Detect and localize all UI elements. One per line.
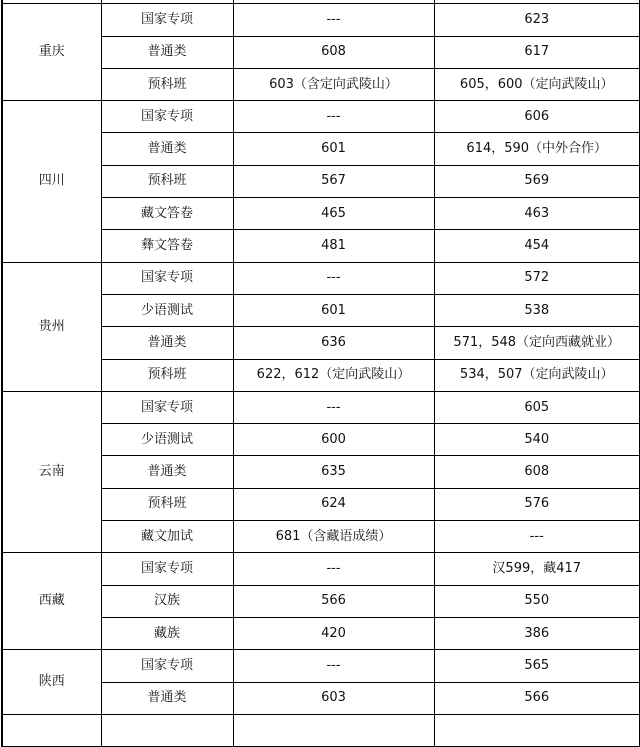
table-row [2,553,640,585]
score-cell-col1: 566 [233,585,434,617]
category-cell: 预科班 [101,488,233,520]
category-cell: 普通类 [101,133,233,165]
category-cell: 国家专项 [101,650,233,682]
score-cell-col1: --- [233,391,434,423]
score-cell-col1: 635 [233,456,434,488]
table-row [2,650,640,682]
score-cell-col1: 481 [233,230,434,262]
province-cell: 四川 [2,101,101,262]
score-cell-col2: 538 [434,294,640,326]
score-cell-col1: 622，612（定向武陵山） [233,359,434,391]
category-cell: 国家专项 [101,391,233,423]
table-row [2,262,640,294]
score-cell-col2: 569 [434,165,640,197]
category-cell: 普通类 [101,327,233,359]
category-cell: 藏文加试 [101,521,233,553]
category-cell: 国家专项 [101,262,233,294]
score-cell-col2: 565 [434,650,640,682]
score-cell-col1: 603（含定向武陵山） [233,68,434,100]
score-cell-col1: 624 [233,488,434,520]
score-cell-col2: 汉599，藏417 [434,553,640,585]
province-cell: 重庆 [2,4,101,101]
score-cell-col2: 454 [434,230,640,262]
admission-scores-table [1,0,640,747]
category-cell: 藏文答卷 [101,198,233,230]
category-cell: 国家专项 [101,4,233,36]
category-cell: 预科班 [101,359,233,391]
category-cell: 预科班 [101,68,233,100]
score-cell-col1: 567 [233,165,434,197]
score-cell-col1: 608 [233,36,434,68]
province-cell: 陕西 [2,650,101,715]
score-cell-col1: 601 [233,133,434,165]
score-cell-col2: --- [434,521,640,553]
score-cell-col1: 603 [233,682,434,714]
score-cell-col2: 386 [434,617,640,649]
score-cell-col2: 614，590（中外合作） [434,133,640,165]
score-cell-col2: 605 [434,391,640,423]
score-cell-col1: 600 [233,424,434,456]
score-cell-col2: 623 [434,4,640,36]
score-cell-col2: 605，600（定向武陵山） [434,68,640,100]
score-cell-col2: 550 [434,585,640,617]
table-row [2,391,640,423]
score-cell-col2: 608 [434,456,640,488]
score-cell-col2: 566 [434,682,640,714]
category-cell: 国家专项 [101,101,233,133]
category-cell: 彝文答卷 [101,230,233,262]
table-row [2,101,640,133]
score-cell-col1: --- [233,262,434,294]
score-cell-col1: --- [233,553,434,585]
score-cell-col1: 465 [233,198,434,230]
province-cell: 云南 [2,391,101,552]
category-cell: 藏族 [101,617,233,649]
score-cell-col2: 617 [434,36,640,68]
score-cell-col1: --- [233,650,434,682]
category-cell: 汉族 [101,585,233,617]
score-cell-col2: 534，507（定向武陵山） [434,359,640,391]
score-cell-col2: 606 [434,101,640,133]
partial-row-bottom [2,714,640,746]
score-cell-col2: 463 [434,198,640,230]
score-cell-col2: 571，548（定向西藏就业） [434,327,640,359]
category-cell: 普通类 [101,682,233,714]
score-cell-col1: --- [233,101,434,133]
category-cell: 普通类 [101,36,233,68]
category-cell: 国家专项 [101,553,233,585]
score-cell-col1: --- [233,4,434,36]
table-row [2,4,640,36]
score-cell-col2: 540 [434,424,640,456]
category-cell: 预科班 [101,165,233,197]
category-cell: 少语测试 [101,294,233,326]
score-cell-col1: 681（含藏语成绩） [233,521,434,553]
score-cell-col2: 572 [434,262,640,294]
province-cell: 西藏 [2,553,101,650]
score-cell-col2: 576 [434,488,640,520]
category-cell: 普通类 [101,456,233,488]
score-cell-col1: 420 [233,617,434,649]
category-cell: 少语测试 [101,424,233,456]
province-cell: 贵州 [2,262,101,391]
score-cell-col1: 601 [233,294,434,326]
score-cell-col1: 636 [233,327,434,359]
